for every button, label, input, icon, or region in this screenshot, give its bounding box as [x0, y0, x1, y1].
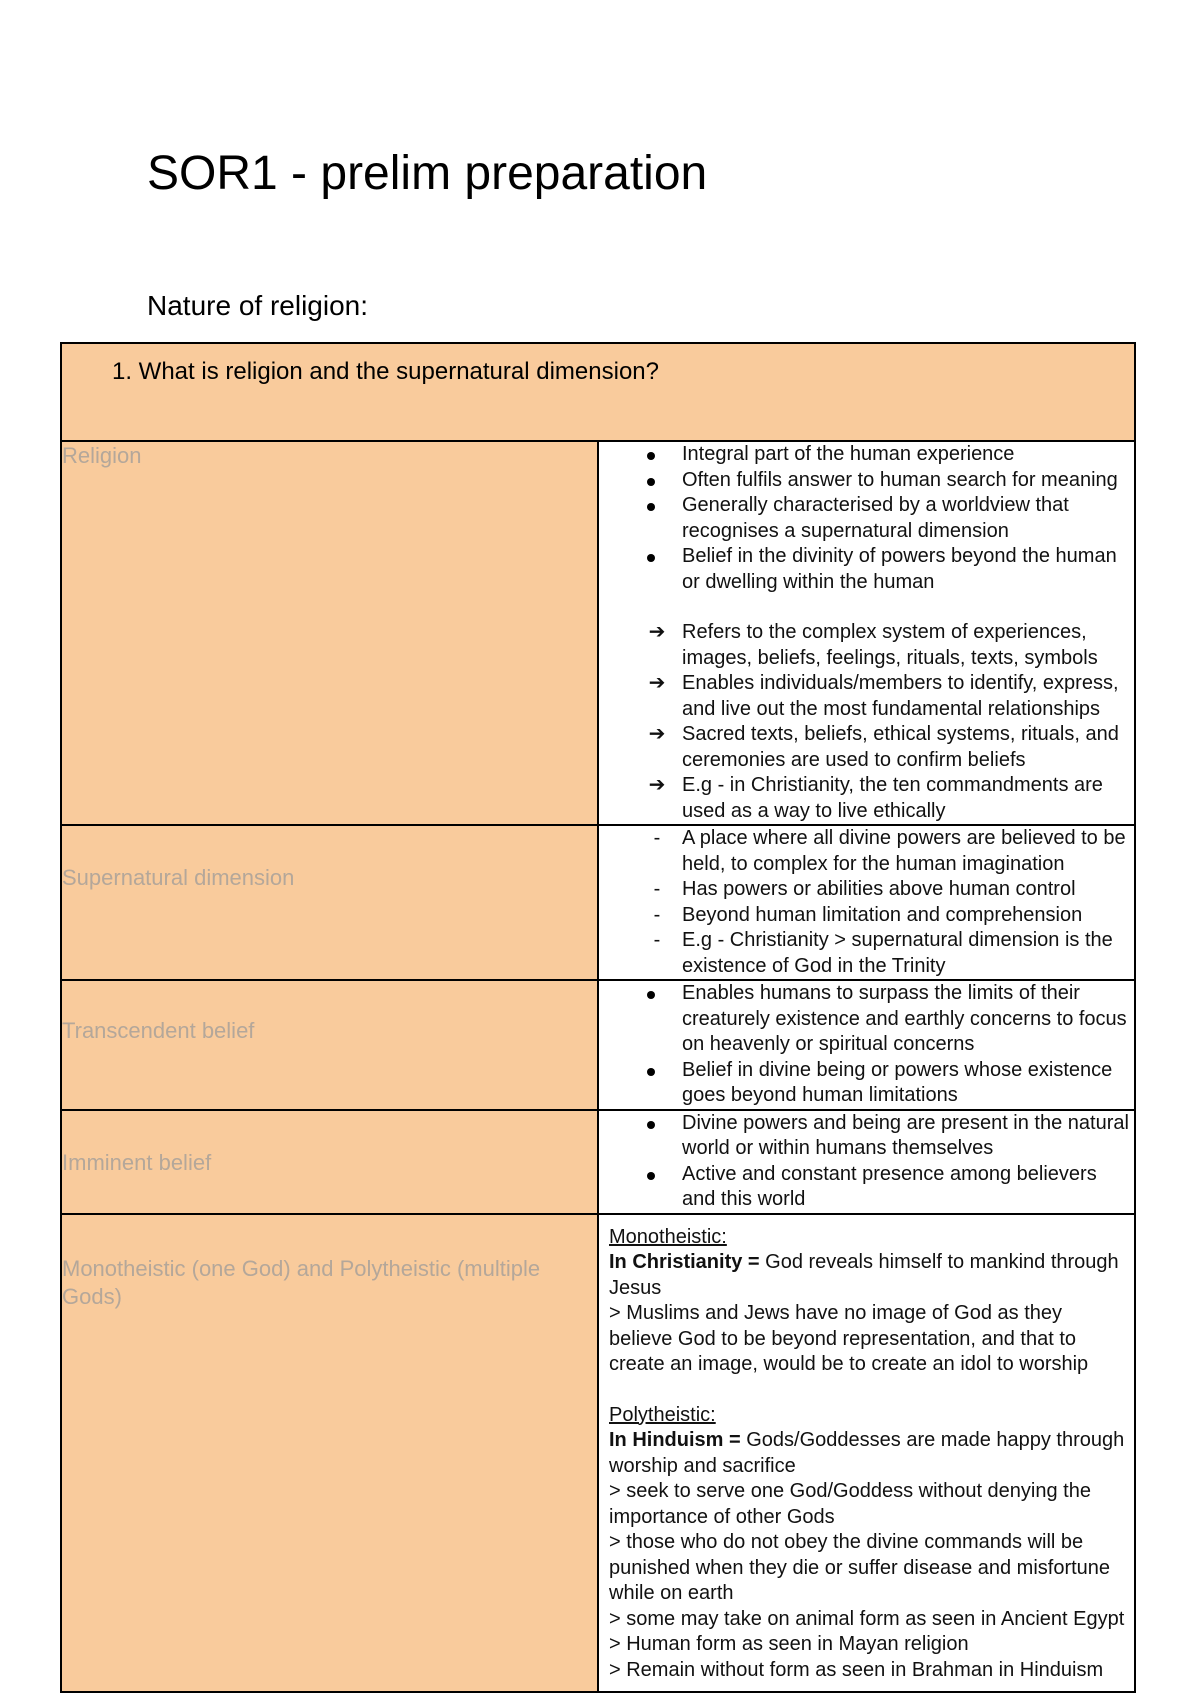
- dash-icon: -: [653, 929, 661, 951]
- bullet-icon: [647, 503, 655, 511]
- list-item: Often fulfils answer to human search for meaning: [599, 468, 1134, 494]
- religion-table: [60, 342, 1136, 1693]
- dash-icon: -: [653, 827, 661, 849]
- poly-line: > seek to serve one God/Goddess without denying the importance of other Gods: [609, 1480, 1091, 1528]
- list-item: - E.g - Christianity > supernatural dimension is the existence of God in the Trinity: [599, 928, 1134, 979]
- row-label-religion: Religion: [61, 441, 598, 825]
- arrow-right-icon: ➔: [648, 774, 666, 796]
- bullet-icon: [647, 1121, 655, 1129]
- arrow-right-icon: ➔: [648, 672, 666, 694]
- poly-line: > those who do not obey the divine commands will be punished when they die or suffer disease and misfortune while on earth: [609, 1531, 1111, 1604]
- row-body-transcendent: [598, 980, 1135, 1110]
- list-item: - Has powers or abilities above human control: [599, 877, 1134, 903]
- list-item: ➔ Refers to the complex system of experiences, images, beliefs, feelings, rituals, texts, symbols: [599, 620, 1134, 671]
- list-item: - A place where all divine powers are believed to be held, to complex for the human imagination: [599, 826, 1134, 877]
- poly-definition: In Hinduism = Gods/Goddesses are made happy through worship and sacrifice: [609, 1429, 1125, 1477]
- dash-icon: -: [653, 878, 661, 900]
- list-item: Integral part of the human experience: [599, 442, 1134, 468]
- poly-heading: Polytheistic:: [609, 1403, 716, 1426]
- page-title: SOR1 - prelim preparation: [147, 147, 708, 200]
- bullet-icon: [647, 478, 655, 486]
- mono-definition: In Christianity = God reveals himself to mankind through Jesus: [609, 1251, 1119, 1299]
- bullet-icon: [647, 554, 655, 562]
- list-item: - Beyond human limitation and comprehension: [599, 903, 1134, 929]
- row-body-imminent: [598, 1110, 1135, 1214]
- table-header: [61, 343, 1135, 441]
- list-item: ➔ Enables individuals/members to identify, express, and live out the most fundamental relationships: [599, 671, 1134, 722]
- poly-line: > Human form as seen in Mayan religion: [609, 1633, 969, 1655]
- list-item: Belief in the divinity of powers beyond the human or dwelling within the human: [599, 544, 1134, 595]
- poly-line: > Remain without form as seen in Brahman in Hinduism: [609, 1658, 1104, 1681]
- row-label-mono-poly: Monotheistic (one God) and Polytheistic (multiple Gods): [61, 1214, 598, 1693]
- row-body-mono-poly: [598, 1214, 1135, 1693]
- list-item: Enables humans to surpass the limits of their creaturely existence and earthly concerns to focus on heavenly or spiritual concerns: [599, 981, 1134, 1058]
- list-item: Belief in divine being or powers whose existence goes beyond human limitations: [599, 1058, 1134, 1109]
- row-body-religion: [598, 441, 1135, 825]
- row-body-supernatural: [598, 825, 1135, 980]
- row-label-imminent: Imminent belief: [61, 1110, 598, 1214]
- dash-icon: -: [653, 903, 661, 926]
- bullet-icon: [647, 991, 655, 999]
- mono-line: > Muslims and Jews have no image of God as they believe God to be beyond representation, and that to create an image, would be to create an idol to worship: [609, 1302, 1089, 1375]
- list-item: ➔ Sacred texts, beliefs, ethical systems, rituals, and ceremonies are used to confirm beliefs: [599, 722, 1134, 773]
- list-item: ➔ E.g - in Christianity, the ten commandments are used as a way to live ethically: [599, 773, 1134, 824]
- table-header-text: 1. What is religion and the supernatural dimension?: [112, 358, 659, 385]
- row-label-transcendent: Transcendent belief: [61, 980, 598, 1110]
- bullet-icon: [647, 1068, 655, 1076]
- arrow-right-icon: ➔: [648, 621, 666, 643]
- mono-heading: Monotheistic:: [609, 1225, 727, 1248]
- row-label-supernatural: Supernatural dimension: [61, 825, 598, 980]
- bullet-icon: [647, 1172, 655, 1180]
- list-item: Divine powers and being are present in the natural world or within humans themselves: [599, 1111, 1134, 1162]
- section-subtitle: Nature of religion:: [147, 290, 369, 321]
- list-item: Generally characterised by a worldview that recognises a supernatural dimension: [599, 493, 1134, 544]
- poly-line: > some may take on animal form as seen in Ancient Egypt: [609, 1607, 1125, 1630]
- arrow-right-icon: ➔: [648, 723, 666, 745]
- list-item: Active and constant presence among believers and this world: [599, 1162, 1134, 1213]
- bullet-icon: [647, 452, 655, 460]
